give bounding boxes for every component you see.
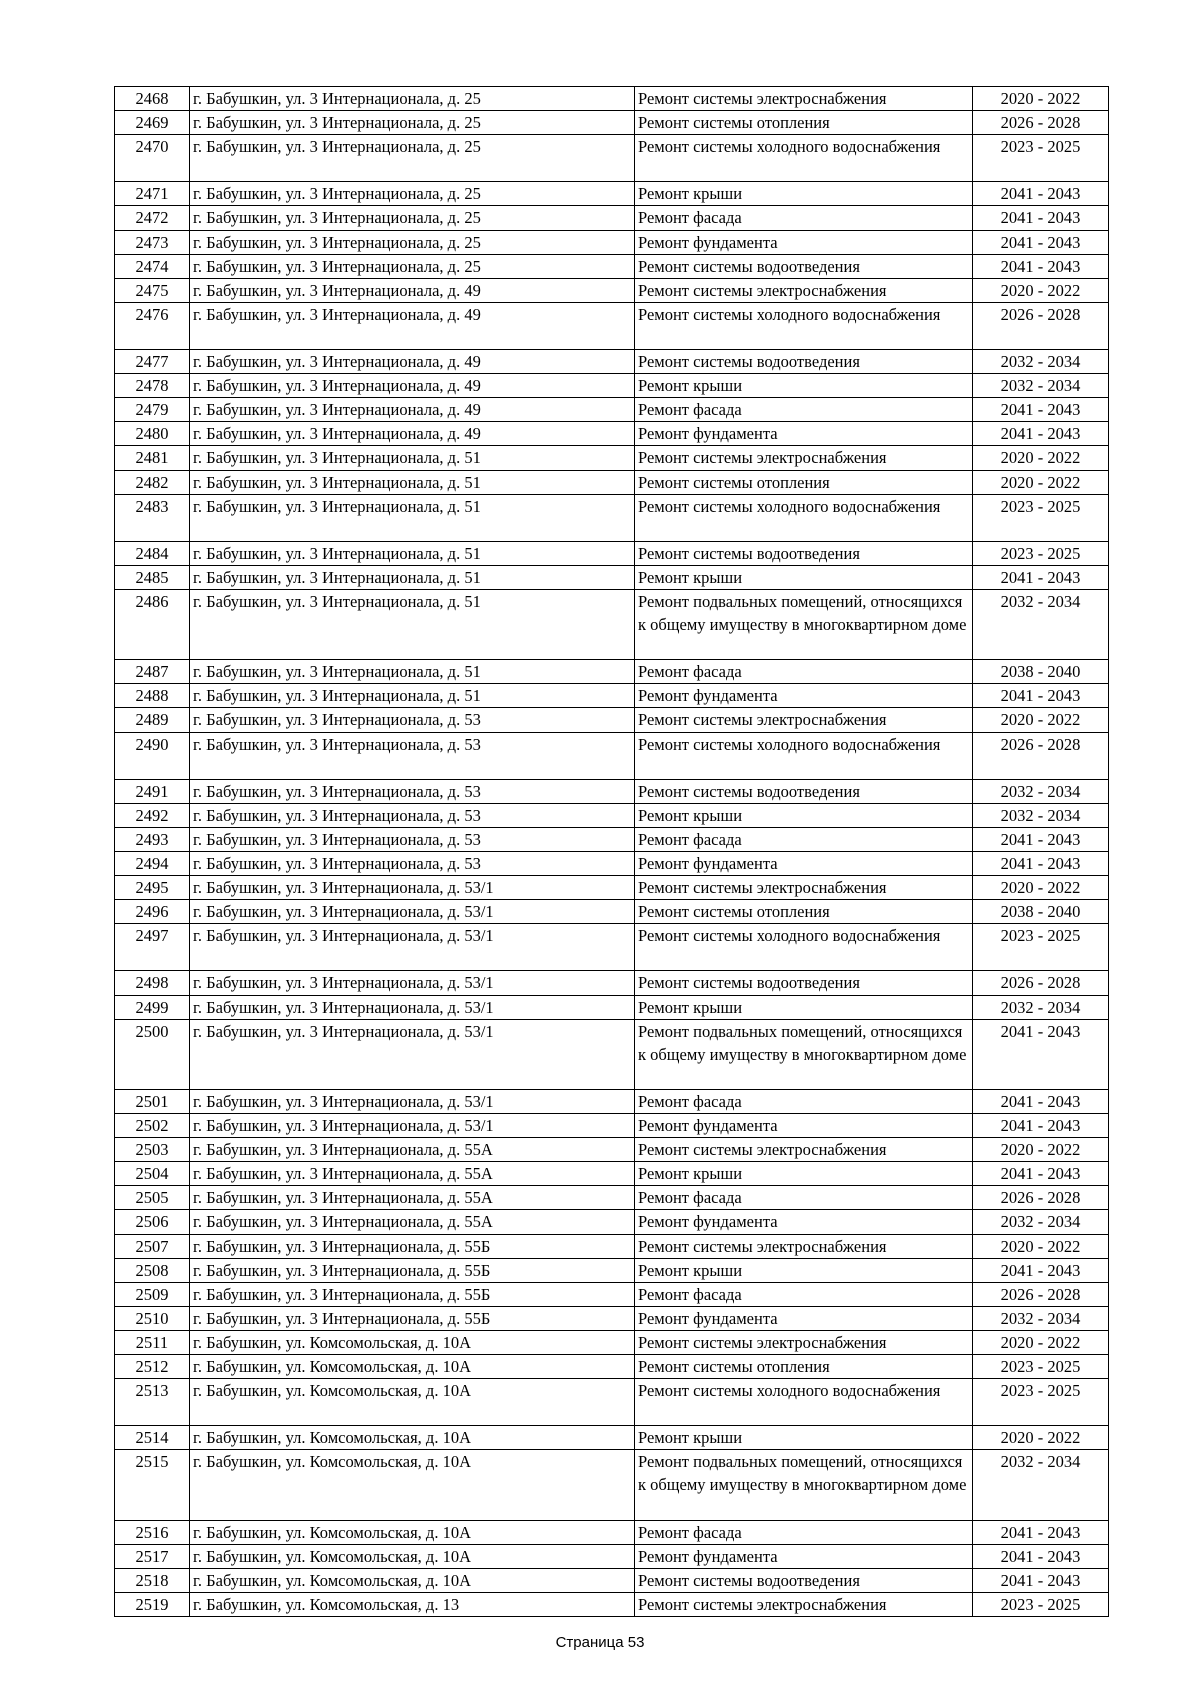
- work-type-cell: Ремонт системы водоотведения: [635, 350, 973, 374]
- period-cell: 2041 - 2043: [973, 1114, 1109, 1138]
- address-cell: г. Бабушкин, ул. 3 Интернационала, д. 49: [190, 398, 635, 422]
- table-row: [115, 182, 1109, 206]
- work-type-cell: Ремонт крыши: [635, 565, 973, 589]
- address-cell: г. Бабушкин, ул. 3 Интернационала, д. 25: [190, 230, 635, 254]
- period-cell: 2026 - 2028: [973, 111, 1109, 135]
- address-cell: г. Бабушкин, ул. 3 Интернационала, д. 49: [190, 302, 635, 349]
- address-cell: г. Бабушкин, ул. 3 Интернационала, д. 53/1: [190, 1019, 635, 1089]
- address-cell: г. Бабушкин, ул. 3 Интернационала, д. 51: [190, 684, 635, 708]
- table-row: [115, 1379, 1109, 1426]
- table-row: [115, 230, 1109, 254]
- table-row: [115, 1282, 1109, 1306]
- work-type-cell: Ремонт системы электроснабжения: [635, 278, 973, 302]
- repair-schedule-table: [114, 86, 1109, 1617]
- row-number: 2506: [115, 1210, 190, 1234]
- period-cell: 2020 - 2022: [973, 1234, 1109, 1258]
- work-type-cell: Ремонт крыши: [635, 803, 973, 827]
- table-row: [115, 995, 1109, 1019]
- table-row: [115, 302, 1109, 349]
- address-cell: г. Бабушкин, ул. Комсомольская, д. 10А: [190, 1568, 635, 1592]
- work-type-cell: Ремонт фундамента: [635, 1114, 973, 1138]
- row-number: 2486: [115, 589, 190, 659]
- work-type-cell: Ремонт системы отопления: [635, 470, 973, 494]
- address-cell: г. Бабушкин, ул. 3 Интернационала, д. 53: [190, 779, 635, 803]
- work-type-cell: Ремонт системы электроснабжения: [635, 1592, 973, 1616]
- row-number: 2510: [115, 1306, 190, 1330]
- table-row: [115, 1258, 1109, 1282]
- row-number: 2511: [115, 1330, 190, 1354]
- period-cell: 2041 - 2043: [973, 1544, 1109, 1568]
- address-cell: г. Бабушкин, ул. 3 Интернационала, д. 51: [190, 565, 635, 589]
- address-cell: г. Бабушкин, ул. Комсомольская, д. 10А: [190, 1544, 635, 1568]
- period-cell: 2041 - 2043: [973, 398, 1109, 422]
- work-type-cell: Ремонт фундамента: [635, 422, 973, 446]
- work-type-cell: Ремонт системы водоотведения: [635, 779, 973, 803]
- period-cell: 2041 - 2043: [973, 422, 1109, 446]
- period-cell: 2041 - 2043: [973, 254, 1109, 278]
- work-type-cell: Ремонт фасада: [635, 206, 973, 230]
- row-number: 2516: [115, 1520, 190, 1544]
- period-cell: 2023 - 2025: [973, 924, 1109, 971]
- table-row: [115, 1568, 1109, 1592]
- work-type-cell: Ремонт фундамента: [635, 1306, 973, 1330]
- work-type-cell: Ремонт крыши: [635, 1162, 973, 1186]
- period-cell: 2020 - 2022: [973, 1138, 1109, 1162]
- table-row: [115, 87, 1109, 111]
- row-number: 2482: [115, 470, 190, 494]
- period-cell: 2041 - 2043: [973, 1162, 1109, 1186]
- work-type-cell: Ремонт системы отопления: [635, 111, 973, 135]
- table-row: [115, 1234, 1109, 1258]
- work-type-cell: Ремонт системы водоотведения: [635, 1568, 973, 1592]
- table-row: [115, 135, 1109, 182]
- table-row: [115, 779, 1109, 803]
- row-number: 2503: [115, 1138, 190, 1162]
- period-cell: 2020 - 2022: [973, 1330, 1109, 1354]
- period-cell: 2026 - 2028: [973, 302, 1109, 349]
- row-number: 2513: [115, 1379, 190, 1426]
- table-row: [115, 374, 1109, 398]
- work-type-cell: Ремонт фасада: [635, 1186, 973, 1210]
- period-cell: 2026 - 2028: [973, 1186, 1109, 1210]
- row-number: 2489: [115, 708, 190, 732]
- row-number: 2518: [115, 1568, 190, 1592]
- address-cell: г. Бабушкин, ул. 3 Интернационала, д. 51: [190, 589, 635, 659]
- row-number: 2479: [115, 398, 190, 422]
- row-number: 2495: [115, 876, 190, 900]
- table-row: [115, 900, 1109, 924]
- period-cell: 2032 - 2034: [973, 589, 1109, 659]
- table-row: [115, 684, 1109, 708]
- address-cell: г. Бабушкин, ул. 3 Интернационала, д. 55Б: [190, 1282, 635, 1306]
- period-cell: 2032 - 2034: [973, 779, 1109, 803]
- period-cell: 2041 - 2043: [973, 1568, 1109, 1592]
- address-cell: г. Бабушкин, ул. Комсомольская, д. 10А: [190, 1330, 635, 1354]
- address-cell: г. Бабушкин, ул. Комсомольская, д. 10А: [190, 1450, 635, 1520]
- work-type-cell: Ремонт системы отопления: [635, 900, 973, 924]
- row-number: 2478: [115, 374, 190, 398]
- row-number: 2515: [115, 1450, 190, 1520]
- row-number: 2500: [115, 1019, 190, 1089]
- row-number: 2469: [115, 111, 190, 135]
- address-cell: г. Бабушкин, ул. 3 Интернационала, д. 53/1: [190, 1089, 635, 1113]
- period-cell: 2020 - 2022: [973, 470, 1109, 494]
- page-number: Страница 53: [555, 1634, 645, 1651]
- table-row: [115, 1186, 1109, 1210]
- row-number: 2504: [115, 1162, 190, 1186]
- work-type-cell: Ремонт крыши: [635, 182, 973, 206]
- address-cell: г. Бабушкин, ул. 3 Интернационала, д. 53: [190, 708, 635, 732]
- address-cell: г. Бабушкин, ул. Комсомольская, д. 10А: [190, 1379, 635, 1426]
- row-number: 2517: [115, 1544, 190, 1568]
- row-number: 2498: [115, 971, 190, 995]
- row-number: 2473: [115, 230, 190, 254]
- period-cell: 2038 - 2040: [973, 660, 1109, 684]
- period-cell: 2041 - 2043: [973, 182, 1109, 206]
- row-number: 2475: [115, 278, 190, 302]
- row-number: 2476: [115, 302, 190, 349]
- address-cell: г. Бабушкин, ул. 3 Интернационала, д. 55А: [190, 1162, 635, 1186]
- work-type-cell: Ремонт системы холодного водоснабжения: [635, 494, 973, 541]
- work-type-cell: Ремонт крыши: [635, 1426, 973, 1450]
- work-type-cell: Ремонт системы водоотведения: [635, 971, 973, 995]
- period-cell: 2020 - 2022: [973, 446, 1109, 470]
- table-row: [115, 589, 1109, 659]
- work-type-cell: Ремонт фундамента: [635, 1210, 973, 1234]
- table-row: [115, 541, 1109, 565]
- work-type-cell: Ремонт системы электроснабжения: [635, 1138, 973, 1162]
- table-row: [115, 803, 1109, 827]
- row-number: 2508: [115, 1258, 190, 1282]
- work-type-cell: Ремонт системы электроснабжения: [635, 87, 973, 111]
- address-cell: г. Бабушкин, ул. 3 Интернационала, д. 53: [190, 827, 635, 851]
- table-row: [115, 422, 1109, 446]
- table-row: [115, 1330, 1109, 1354]
- row-number: 2505: [115, 1186, 190, 1210]
- work-type-cell: Ремонт фасада: [635, 827, 973, 851]
- work-type-cell: Ремонт системы электроснабжения: [635, 1234, 973, 1258]
- work-type-cell: Ремонт фундамента: [635, 684, 973, 708]
- row-number: 2499: [115, 995, 190, 1019]
- row-number: 2497: [115, 924, 190, 971]
- row-number: 2519: [115, 1592, 190, 1616]
- address-cell: г. Бабушкин, ул. Комсомольская, д. 10А: [190, 1520, 635, 1544]
- address-cell: г. Бабушкин, ул. 3 Интернационала, д. 53/1: [190, 900, 635, 924]
- period-cell: 2023 - 2025: [973, 1355, 1109, 1379]
- address-cell: г. Бабушкин, ул. 3 Интернационала, д. 51: [190, 541, 635, 565]
- table-row: [115, 827, 1109, 851]
- period-cell: 2041 - 2043: [973, 684, 1109, 708]
- address-cell: г. Бабушкин, ул. 3 Интернационала, д. 51: [190, 660, 635, 684]
- row-number: 2501: [115, 1089, 190, 1113]
- table-body: [115, 87, 1109, 1617]
- address-cell: г. Бабушкин, ул. 3 Интернационала, д. 25: [190, 135, 635, 182]
- period-cell: 2026 - 2028: [973, 732, 1109, 779]
- table-row: [115, 924, 1109, 971]
- table-row: [115, 1210, 1109, 1234]
- period-cell: 2041 - 2043: [973, 1258, 1109, 1282]
- work-type-cell: Ремонт фундамента: [635, 1544, 973, 1568]
- row-number: 2488: [115, 684, 190, 708]
- period-cell: 2032 - 2034: [973, 374, 1109, 398]
- address-cell: г. Бабушкин, ул. 3 Интернационала, д. 53/1: [190, 1114, 635, 1138]
- period-cell: 2023 - 2025: [973, 541, 1109, 565]
- row-number: 2470: [115, 135, 190, 182]
- address-cell: г. Бабушкин, ул. 3 Интернационала, д. 53: [190, 852, 635, 876]
- address-cell: г. Бабушкин, ул. 3 Интернационала, д. 49: [190, 374, 635, 398]
- work-type-cell: Ремонт подвальных помещений, относящихся к общему имуществу в многоквартирном доме: [635, 1450, 973, 1520]
- row-number: 2485: [115, 565, 190, 589]
- work-type-cell: Ремонт системы водоотведения: [635, 254, 973, 278]
- table-row: [115, 971, 1109, 995]
- period-cell: 2020 - 2022: [973, 708, 1109, 732]
- row-number: 2484: [115, 541, 190, 565]
- period-cell: 2026 - 2028: [973, 1282, 1109, 1306]
- period-cell: 2038 - 2040: [973, 900, 1109, 924]
- period-cell: 2032 - 2034: [973, 1306, 1109, 1330]
- table-row: [115, 470, 1109, 494]
- row-number: 2502: [115, 1114, 190, 1138]
- table-row: [115, 1114, 1109, 1138]
- table-row: [115, 494, 1109, 541]
- row-number: 2487: [115, 660, 190, 684]
- work-type-cell: Ремонт фасада: [635, 1282, 973, 1306]
- row-number: 2474: [115, 254, 190, 278]
- work-type-cell: Ремонт фасада: [635, 1089, 973, 1113]
- address-cell: г. Бабушкин, ул. 3 Интернационала, д. 49: [190, 278, 635, 302]
- table-row: [115, 206, 1109, 230]
- table-row: [115, 852, 1109, 876]
- address-cell: г. Бабушкин, ул. 3 Интернационала, д. 51: [190, 446, 635, 470]
- table-row: [115, 1592, 1109, 1616]
- work-type-cell: Ремонт фундамента: [635, 852, 973, 876]
- row-number: 2477: [115, 350, 190, 374]
- period-cell: 2032 - 2034: [973, 350, 1109, 374]
- table-row: [115, 1355, 1109, 1379]
- address-cell: г. Бабушкин, ул. 3 Интернационала, д. 25: [190, 206, 635, 230]
- work-type-cell: Ремонт системы электроснабжения: [635, 446, 973, 470]
- address-cell: г. Бабушкин, ул. 3 Интернационала, д. 53: [190, 732, 635, 779]
- period-cell: 2041 - 2043: [973, 1019, 1109, 1089]
- address-cell: г. Бабушкин, ул. 3 Интернационала, д. 55Б: [190, 1306, 635, 1330]
- row-number: 2507: [115, 1234, 190, 1258]
- address-cell: г. Бабушкин, ул. 3 Интернационала, д. 53/1: [190, 995, 635, 1019]
- table-row: [115, 1544, 1109, 1568]
- table-row: [115, 1306, 1109, 1330]
- period-cell: 2020 - 2022: [973, 1426, 1109, 1450]
- table-row: [115, 278, 1109, 302]
- period-cell: 2023 - 2025: [973, 135, 1109, 182]
- row-number: 2481: [115, 446, 190, 470]
- period-cell: 2032 - 2034: [973, 1210, 1109, 1234]
- work-type-cell: Ремонт системы электроснабжения: [635, 708, 973, 732]
- period-cell: 2020 - 2022: [973, 278, 1109, 302]
- row-number: 2480: [115, 422, 190, 446]
- period-cell: 2041 - 2043: [973, 827, 1109, 851]
- work-type-cell: Ремонт системы водоотведения: [635, 541, 973, 565]
- period-cell: 2041 - 2043: [973, 565, 1109, 589]
- period-cell: 2041 - 2043: [973, 230, 1109, 254]
- table-row: [115, 1426, 1109, 1450]
- row-number: 2509: [115, 1282, 190, 1306]
- work-type-cell: Ремонт системы холодного водоснабжения: [635, 924, 973, 971]
- table-row: [115, 708, 1109, 732]
- address-cell: г. Бабушкин, ул. 3 Интернационала, д. 53/1: [190, 971, 635, 995]
- period-cell: 2041 - 2043: [973, 852, 1109, 876]
- work-type-cell: Ремонт системы электроснабжения: [635, 1330, 973, 1354]
- address-cell: г. Бабушкин, ул. 3 Интернационала, д. 51: [190, 494, 635, 541]
- work-type-cell: Ремонт фасада: [635, 1520, 973, 1544]
- address-cell: г. Бабушкин, ул. Комсомольская, д. 10А: [190, 1426, 635, 1450]
- work-type-cell: Ремонт системы холодного водоснабжения: [635, 302, 973, 349]
- period-cell: 2032 - 2034: [973, 803, 1109, 827]
- address-cell: г. Бабушкин, ул. Комсомольская, д. 10А: [190, 1355, 635, 1379]
- table-row: [115, 1019, 1109, 1089]
- address-cell: г. Бабушкин, ул. 3 Интернационала, д. 53/1: [190, 876, 635, 900]
- table-row: [115, 446, 1109, 470]
- row-number: 2490: [115, 732, 190, 779]
- address-cell: г. Бабушкин, ул. 3 Интернационала, д. 49: [190, 422, 635, 446]
- address-cell: г. Бабушкин, ул. 3 Интернационала, д. 55А: [190, 1138, 635, 1162]
- row-number: 2493: [115, 827, 190, 851]
- work-type-cell: Ремонт системы отопления: [635, 1355, 973, 1379]
- table-row: [115, 111, 1109, 135]
- table-row: [115, 398, 1109, 422]
- address-cell: г. Бабушкин, ул. Комсомольская, д. 13: [190, 1592, 635, 1616]
- work-type-cell: Ремонт крыши: [635, 374, 973, 398]
- period-cell: 2041 - 2043: [973, 1520, 1109, 1544]
- table-row: [115, 732, 1109, 779]
- row-number: 2492: [115, 803, 190, 827]
- work-type-cell: Ремонт системы электроснабжения: [635, 876, 973, 900]
- period-cell: 2023 - 2025: [973, 1592, 1109, 1616]
- period-cell: 2041 - 2043: [973, 206, 1109, 230]
- row-number: 2472: [115, 206, 190, 230]
- work-type-cell: Ремонт фундамента: [635, 230, 973, 254]
- row-number: 2483: [115, 494, 190, 541]
- address-cell: г. Бабушкин, ул. 3 Интернационала, д. 53/1: [190, 924, 635, 971]
- row-number: 2471: [115, 182, 190, 206]
- table-row: [115, 1520, 1109, 1544]
- row-number: 2514: [115, 1426, 190, 1450]
- work-type-cell: Ремонт подвальных помещений, относящихся к общему имуществу в многоквартирном доме: [635, 1019, 973, 1089]
- period-cell: 2023 - 2025: [973, 1379, 1109, 1426]
- period-cell: 2020 - 2022: [973, 87, 1109, 111]
- table-row: [115, 1138, 1109, 1162]
- period-cell: 2023 - 2025: [973, 494, 1109, 541]
- address-cell: г. Бабушкин, ул. 3 Интернационала, д. 25: [190, 87, 635, 111]
- table-row: [115, 254, 1109, 278]
- period-cell: 2041 - 2043: [973, 1089, 1109, 1113]
- work-type-cell: Ремонт фасада: [635, 660, 973, 684]
- period-cell: 2026 - 2028: [973, 971, 1109, 995]
- period-cell: 2020 - 2022: [973, 876, 1109, 900]
- work-type-cell: Ремонт крыши: [635, 1258, 973, 1282]
- period-cell: 2032 - 2034: [973, 995, 1109, 1019]
- address-cell: г. Бабушкин, ул. 3 Интернационала, д. 55А: [190, 1210, 635, 1234]
- address-cell: г. Бабушкин, ул. 3 Интернационала, д. 53: [190, 803, 635, 827]
- work-type-cell: Ремонт фасада: [635, 398, 973, 422]
- row-number: 2494: [115, 852, 190, 876]
- address-cell: г. Бабушкин, ул. 3 Интернационала, д. 25: [190, 254, 635, 278]
- work-type-cell: Ремонт системы холодного водоснабжения: [635, 732, 973, 779]
- address-cell: г. Бабушкин, ул. 3 Интернационала, д. 49: [190, 350, 635, 374]
- row-number: 2468: [115, 87, 190, 111]
- period-cell: 2032 - 2034: [973, 1450, 1109, 1520]
- address-cell: г. Бабушкин, ул. 3 Интернационала, д. 55Б: [190, 1234, 635, 1258]
- table-row: [115, 1089, 1109, 1113]
- table-row: [115, 565, 1109, 589]
- table-row: [115, 1450, 1109, 1520]
- work-type-cell: Ремонт подвальных помещений, относящихся к общему имуществу в многоквартирном доме: [635, 589, 973, 659]
- address-cell: г. Бабушкин, ул. 3 Интернационала, д. 55Б: [190, 1258, 635, 1282]
- row-number: 2496: [115, 900, 190, 924]
- table-row: [115, 876, 1109, 900]
- work-type-cell: Ремонт системы холодного водоснабжения: [635, 1379, 973, 1426]
- address-cell: г. Бабушкин, ул. 3 Интернационала, д. 25: [190, 111, 635, 135]
- work-type-cell: Ремонт системы холодного водоснабжения: [635, 135, 973, 182]
- table-row: [115, 660, 1109, 684]
- work-type-cell: Ремонт крыши: [635, 995, 973, 1019]
- row-number: 2512: [115, 1355, 190, 1379]
- row-number: 2491: [115, 779, 190, 803]
- address-cell: г. Бабушкин, ул. 3 Интернационала, д. 25: [190, 182, 635, 206]
- table-row: [115, 350, 1109, 374]
- address-cell: г. Бабушкин, ул. 3 Интернационала, д. 51: [190, 470, 635, 494]
- address-cell: г. Бабушкин, ул. 3 Интернационала, д. 55А: [190, 1186, 635, 1210]
- table-row: [115, 1162, 1109, 1186]
